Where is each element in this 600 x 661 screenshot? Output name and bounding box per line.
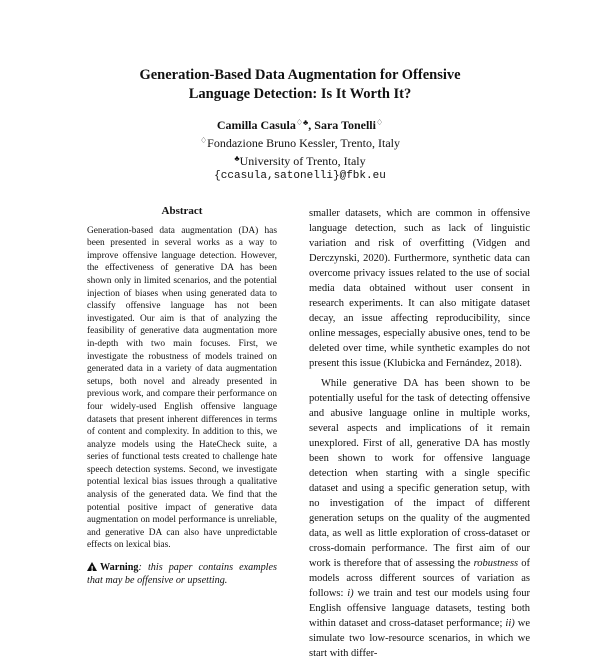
author-names: Camilla Casula♢♣, Sara Tonelli♢ xyxy=(216,118,384,132)
left-column xyxy=(87,205,277,587)
author-1-marks: ♢♣ xyxy=(295,118,309,127)
warning-icon xyxy=(87,562,97,571)
affiliation-2 xyxy=(100,151,500,169)
p2-emphasis-robustness: robustness xyxy=(473,558,519,570)
warning-label: Warning xyxy=(100,562,139,574)
p2-part-c: we train and test our models using four English offensive language datasets, testing both within dataset and cross-dataset performance; xyxy=(309,588,530,630)
author-email: {ccasula,satonelli}@fbk.eu xyxy=(214,170,386,182)
paper-title xyxy=(100,66,500,104)
affiliation-1-text: Fondazione Bruno Kessler, Trento, Italy xyxy=(207,136,400,150)
author-1: Camilla Casula xyxy=(216,118,296,132)
p2-emphasis-i: i) xyxy=(347,588,354,600)
author-2: Sara Tonelli xyxy=(314,118,376,132)
title-line-2: Language Detection: Is It Worth It? xyxy=(188,86,412,102)
warning-text: : this paper contains examples that may be offensive or upsetting. xyxy=(87,562,277,587)
affiliation-2-text: University of Trento, Italy xyxy=(239,154,366,168)
abstract-heading: Abstract xyxy=(161,205,203,217)
p2-part-a: While generative DA has been shown to be potentially useful for the task of detecting offensive and abusive language online in multiple works, several aspects and implications of it remain unexplored. First of all, generative DA has mostly been shown to work for offensive language detection when starting with a single specific dataset and using a specific generation setup, with no investigation of the impact of different generation setups on the quality of the augmented data, as well as little exploration of cross-dataset or cross-domain performance. The first aim of our work is therefore that of assessing the xyxy=(309,377,530,570)
affiliation-2-mark: ♣ xyxy=(234,154,240,163)
author-2-marks: ♢ xyxy=(375,118,384,127)
affiliation-1 xyxy=(100,133,500,151)
content-warning xyxy=(87,561,277,587)
p2-part-b: of models across different sources of variation as follows: xyxy=(309,558,531,600)
title-line-1: Generation-Based Data Augmentation for Offensive xyxy=(139,67,461,83)
abstract-text: Generation-based data augmentation (DA) has been presented in several works as a way to improve offensive language detection. However, the effectiveness of generative DA has been shown only in limited scenarios, and the potential injection of biases when using generated data to classify offensive language has not been investigated. Our aim is that of analyzing the feasibility of generative data augmentation more in-depth with two main focuses. First, we investigate the robustness of models trained on generated data in a variety of data augmentation setups, both novel and already presented in previous work, and compare their performance on four widely-used English offensive language datasets that present inherent differences in terms of content and complexity. In addition to this, we analyze models using the HateCheck suite, a series of functional tests created to challenge hate speech detection systems. Second, we investigate potential lexical bias issues through a qualitative analysis of the generated data. We find that the potential positive impact of generative data augmentation on model performance is unreliable, and generative DA can also have unpredictable effects on lexical bias. xyxy=(87,225,277,551)
right-column xyxy=(309,206,530,661)
affiliation-1-mark: ♢ xyxy=(199,136,208,145)
author-block xyxy=(100,115,500,184)
intro-paragraph-1: smaller datasets, which are common in offensive language detection, such as lack of linguistic variation and risk of overfitting (Vidgen and Derczynski, 2020). Furthermore, synthetic data can overcome privacy issues related to the use of social media data obtained without user consent in research experiments. It can also mitigate dataset decay, an issue affecting reproducibility, since online messages, especially abusive ones, tend to be deleted over time, while synthetic examples do not present this issue (Klubicka and Fernández, 2018). xyxy=(309,208,530,370)
intro-paragraph-2 xyxy=(309,376,530,661)
p2-part-d: we simulate two low-resource scenarios, in which we start with differ- xyxy=(309,618,531,660)
p2-emphasis-ii: ii) xyxy=(505,618,515,630)
